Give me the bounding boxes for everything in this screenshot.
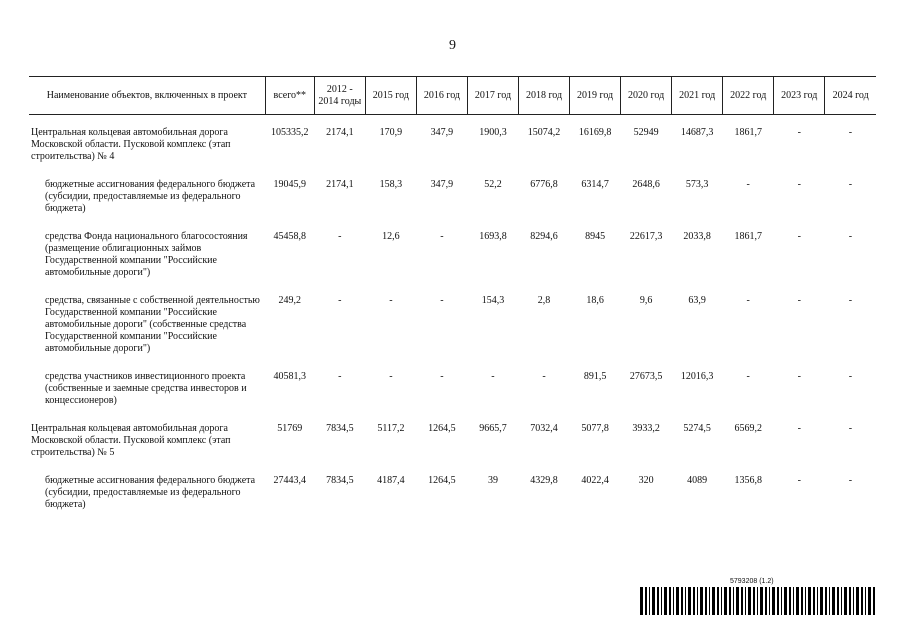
header-2024: 2024 год: [825, 77, 876, 115]
row-value: 15074,2: [527, 127, 561, 138]
row-value: 27673,5: [629, 371, 663, 382]
row-name: средства, связанные с собственной деятельностью Государственной компании "Российские автомобильные дороги" (собственные средства Государственной компании "Российские автомобильные дороги"): [45, 295, 260, 354]
page-number: 9: [449, 38, 456, 53]
row-value: 158,3: [379, 179, 403, 190]
header-2016: 2016 год: [416, 77, 467, 115]
row-value: 5117,2: [377, 423, 405, 434]
row-value: 347,9: [430, 127, 454, 138]
row-value: 170,9: [379, 127, 403, 138]
row-value: 2648,6: [632, 179, 660, 190]
header-2015: 2015 год: [365, 77, 416, 115]
row-value: 19045,9: [273, 179, 307, 190]
row-value: 105335,2: [271, 127, 309, 138]
row-value: -: [797, 179, 801, 190]
row-value: 573,3: [685, 179, 709, 190]
row-value: 6776,8: [530, 179, 558, 190]
row-value: 14687,3: [680, 127, 714, 138]
row-value: 249,2: [278, 295, 302, 306]
row-value: -: [797, 295, 801, 306]
budget-table: [29, 76, 876, 511]
table-row: [29, 215, 876, 279]
header-2020: 2020 год: [621, 77, 672, 115]
row-value: -: [491, 371, 495, 382]
row-value: 347,9: [430, 179, 454, 190]
row-value: -: [848, 423, 853, 434]
header-2019: 2019 год: [570, 77, 621, 115]
header-name: Наименование объектов, включенных в проект: [29, 77, 265, 115]
row-name: бюджетные ассигнования федерального бюджета (субсидии, предоставляемые из федерального бюджета): [45, 179, 256, 214]
row-value: -: [440, 295, 444, 306]
row-value: 1264,5: [428, 475, 456, 486]
row-value: 4187,4: [377, 475, 405, 486]
header-total: всего**: [265, 77, 314, 115]
row-value: -: [797, 423, 801, 434]
row-value: -: [542, 371, 546, 382]
row-value: 7834,5: [326, 423, 354, 434]
header-2012-2014: 2012 - 2014 годы: [314, 77, 365, 115]
table-header-row: [29, 77, 876, 115]
row-value: 2174,1: [326, 127, 354, 138]
table-row: [29, 115, 876, 164]
table-row: [29, 355, 876, 407]
row-value: 1861,7: [734, 231, 762, 242]
row-value: 40581,3: [273, 371, 307, 382]
row-value: 12016,3: [680, 371, 714, 382]
row-value: 39: [487, 475, 498, 486]
row-value: -: [848, 179, 853, 190]
row-value: 52949: [633, 127, 659, 138]
row-value: 5274,5: [683, 423, 711, 434]
row-value: -: [797, 371, 801, 382]
row-value: 12,6: [382, 231, 400, 242]
row-value: 2,8: [537, 295, 551, 306]
row-value: 154,3: [481, 295, 505, 306]
table-row: [29, 279, 876, 355]
table-body: [29, 115, 876, 512]
row-value: 891,5: [583, 371, 607, 382]
row-value: 1900,3: [479, 127, 507, 138]
table-row: [29, 407, 876, 459]
row-value: 22617,3: [629, 231, 663, 242]
row-value: 1861,7: [734, 127, 762, 138]
row-value: 63,9: [688, 295, 706, 306]
row-value: -: [440, 231, 444, 242]
barcode-number: 5793208 (1.2): [730, 578, 774, 585]
row-value: -: [797, 475, 801, 486]
header-2022: 2022 год: [723, 77, 774, 115]
row-value: 3933,2: [632, 423, 660, 434]
row-value: -: [338, 231, 342, 242]
row-value: -: [389, 295, 393, 306]
row-value: -: [338, 371, 342, 382]
row-value: 7834,5: [326, 475, 354, 486]
row-name: средства участников инвестиционного проекта (собственные и заемные средства инвесторов и концессионеров): [45, 371, 247, 406]
row-value: -: [848, 231, 853, 242]
row-value: -: [746, 371, 750, 382]
row-value: -: [746, 179, 750, 190]
row-value: 45458,8: [273, 231, 307, 242]
row-name: Центральная кольцевая автомобильная дорога Московской области. Пусковой комплекс (этап строительства) № 4: [31, 127, 231, 162]
header-2018: 2018 год: [519, 77, 570, 115]
header-2017: 2017 год: [467, 77, 518, 115]
row-value: 4022,4: [581, 475, 609, 486]
row-value: -: [797, 231, 801, 242]
row-value: 16169,8: [578, 127, 612, 138]
row-value: 9,6: [639, 295, 653, 306]
row-value: 4089: [687, 475, 708, 486]
row-value: 7032,4: [530, 423, 558, 434]
header-2021: 2021 год: [672, 77, 723, 115]
row-value: 5077,8: [581, 423, 609, 434]
table-row: [29, 163, 876, 215]
row-value: 6314,7: [581, 179, 609, 190]
row-value: -: [848, 475, 853, 486]
row-value: 1264,5: [428, 423, 456, 434]
row-value: -: [848, 295, 853, 306]
row-value: 51769: [277, 423, 303, 434]
row-value: 2033,8: [683, 231, 711, 242]
row-value: -: [440, 371, 444, 382]
row-value: 2174,1: [326, 179, 354, 190]
barcode-image: [640, 587, 876, 615]
table-row: [29, 459, 876, 511]
row-value: -: [848, 127, 853, 138]
row-value: 320: [638, 475, 654, 486]
row-value: 4329,8: [530, 475, 558, 486]
row-value: 1356,8: [734, 475, 762, 486]
row-value: -: [797, 127, 801, 138]
row-name: средства Фонда национального благосостояния (размещение облигационных займов Государственной компании "Российские автомобильные дороги"): [45, 231, 248, 278]
row-value: 6569,2: [734, 423, 762, 434]
row-value: 18,6: [586, 295, 604, 306]
row-value: 52,2: [484, 179, 502, 190]
header-2023: 2023 год: [774, 77, 825, 115]
row-value: -: [848, 371, 853, 382]
row-name: Центральная кольцевая автомобильная дорога Московской области. Пусковой комплекс (этап строительства) № 5: [31, 423, 231, 458]
row-value: 27443,4: [273, 475, 307, 486]
row-value: 8945: [585, 231, 606, 242]
row-value: 1693,8: [479, 231, 507, 242]
row-value: 9665,7: [479, 423, 507, 434]
row-name: бюджетные ассигнования федерального бюджета (субсидии, предоставляемые из федерального бюджета): [45, 475, 256, 510]
row-value: -: [389, 371, 393, 382]
row-value: 8294,6: [530, 231, 558, 242]
row-value: -: [746, 295, 750, 306]
row-value: -: [338, 295, 342, 306]
